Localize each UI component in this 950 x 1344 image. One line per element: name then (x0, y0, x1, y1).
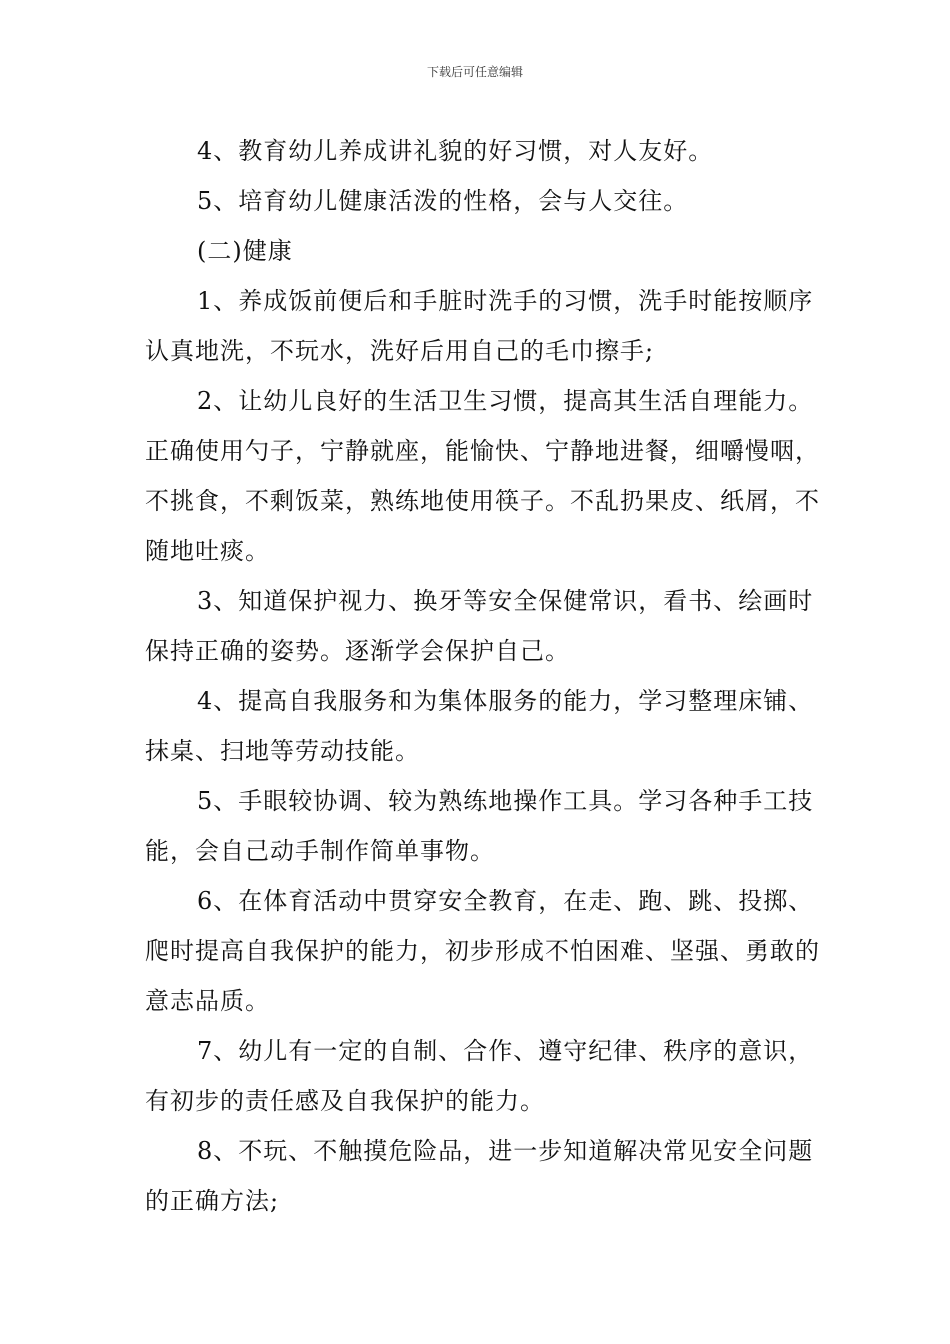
page-header: 下载后可任意编辑 (426, 65, 523, 79)
paragraph: 6、在体育活动中贯穿安全教育，在走、跑、跳、投掷、爬时提高自我保护的能力，初步形成不怕困难、坚强、勇敢的意志品质。 (145, 887, 820, 1015)
paragraph: 4、教育幼儿养成讲礼貌的好习惯，对人友好。 (197, 137, 714, 165)
document-body (145, 126, 835, 1226)
paragraph: 5、培育幼儿健康活泼的性格，会与人交往。 (197, 187, 689, 215)
paragraph: 3、知道保护视力、换牙等安全保健常识，看书、绘画时保持正确的姿势。逐渐学会保护自己。 (145, 587, 814, 665)
paragraph: 8、不玩、不触摸危险品，进一步知道解决常见安全问题的正确方法; (145, 1137, 814, 1215)
paragraph: 2、让幼儿良好的生活卫生习惯，提高其生活自理能力。正确使用勺子，宁静就座，能愉快、宁静地进餐，细嚼慢咽，不挑食，不剩饭菜，熟练地使用筷子。不乱扔果皮、纸屑，不随地吐痰。 (145, 387, 820, 565)
paragraph: 1、养成饭前便后和手脏时洗手的习惯，洗手时能按顺序认真地洗，不玩水，洗好后用自己的毛巾擦手; (145, 287, 814, 365)
section-heading: (二)健康 (197, 237, 293, 265)
paragraph: 4、提高自我服务和为集体服务的能力，学习整理床铺、抹桌、扫地等劳动技能。 (145, 687, 814, 765)
paragraph: 5、手眼较协调、较为熟练地操作工具。学习各种手工技能，会自己动手制作简单事物。 (145, 787, 814, 865)
paragraph: 7、幼儿有一定的自制、合作、遵守纪律、秩序的意识，有初步的责任感及自我保护的能力。 (145, 1037, 814, 1115)
